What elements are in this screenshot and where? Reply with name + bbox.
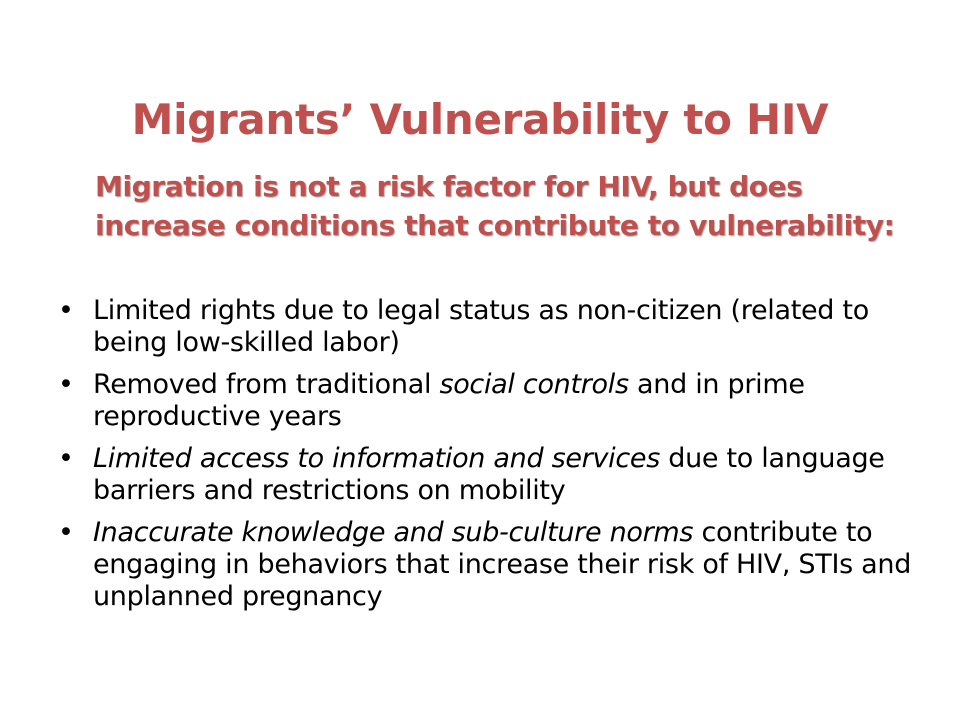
bullet-text-end: and in prime reproductive years (93, 369, 805, 432)
bullet-text-end: contribute to engaging in behaviors that increase their risk of HIV, STIs and unplanned pregnancy (93, 517, 912, 612)
bullet-emphasis: Limited access to information and services (93, 443, 660, 474)
bullet-text-end: due to language barriers and restrictions on mobility (93, 443, 885, 506)
bullet-text: Limited rights due to legal status as non-citizen (related to being low-skilled labor) (93, 295, 869, 358)
slide-title: Migrants’ Vulnerability to HIV (131, 95, 829, 145)
bullet-text-start: Removed from traditional (93, 369, 440, 400)
bullet-item (58, 369, 938, 433)
bullet-emphasis: Inaccurate knowledge and sub-culture norms (93, 517, 694, 548)
bullet-dot-icon: • (58, 443, 74, 474)
bullet-emphasis: social controls (439, 369, 629, 400)
bullet-item (58, 443, 938, 507)
bullet-dot-icon: • (58, 295, 74, 326)
bullet-list (58, 295, 938, 623)
bullet-dot-icon: • (58, 369, 74, 400)
bullet-item (58, 295, 938, 359)
bullet-item (58, 517, 938, 613)
bullet-dot-icon: • (58, 517, 74, 548)
lead-statement: Migration is not a risk factor for HIV, but does increase conditions that contribute to vulnerability: (95, 170, 895, 242)
